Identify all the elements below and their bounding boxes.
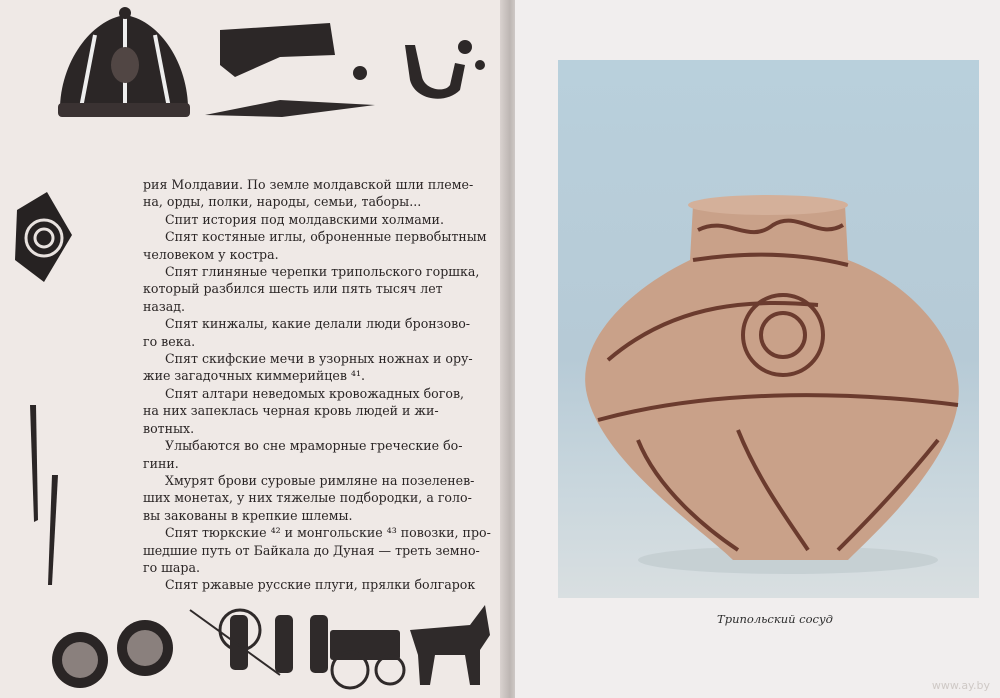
bone-needles-drawing	[22, 400, 72, 590]
paragraph: Хмурят брови суровые римляне на позеленев- ших монетах, у них тяжелые подбородки, а голо- вы закованы в крепкие шлемы.	[143, 472, 475, 523]
warriors-drawing	[190, 610, 328, 675]
oxen-drawing	[410, 605, 490, 685]
paragraph: Спят глиняные черепки трипольского горшка, который разбился шесть или пять тысяч лет назад.	[143, 264, 480, 314]
paragraph: Спит история под молдавскими холмами.	[165, 211, 444, 227]
horseshoe-drawing	[405, 45, 465, 99]
vase-rim	[688, 195, 848, 215]
vase-body	[585, 205, 959, 560]
photo-caption: Трипольский сосуд	[717, 612, 833, 626]
paragraph: Спят тюркские ⁴² и монгольские ⁴³ повозки, про- шедшие путь от Байкала до Дуная — треть земно- го шара.	[143, 525, 491, 575]
roman-coins-drawing	[52, 620, 173, 688]
paragraph: Спят ржавые русские плуги, прялки болгарок	[165, 577, 476, 593]
trypillian-vase-photo	[558, 60, 979, 598]
artifacts-illustration	[50, 5, 500, 130]
carved-stone-drawing	[12, 190, 77, 285]
axe-drawing	[220, 23, 335, 77]
cart-drawing	[330, 630, 404, 688]
chariot-procession-drawing	[40, 600, 500, 698]
spearhead-drawing	[205, 100, 375, 117]
helmet-drawing	[58, 7, 190, 117]
paragraph: рия Молдавии. По земле молдавской шли племе- на, орды, полки, народы, семьи, таборы...	[143, 177, 474, 210]
watermark: www.ay.by	[931, 679, 990, 692]
photo-frame	[558, 60, 979, 598]
paragraph: Спят скифские мечи в узорных ножнах и ору- жие загадочных киммерийцев ⁴¹.	[143, 351, 473, 384]
body-text	[143, 176, 493, 594]
paragraph: Спят алтари неведомых кровожадных богов, на них запеклась черная кровь людей и жи- вотных.	[143, 385, 465, 436]
paragraph: Спят костяные иглы, оброненные первобытным человеком у костра.	[143, 229, 487, 262]
paragraph: Спят кинжалы, какие делали люди бронзово- го века.	[143, 316, 471, 349]
paragraph: Улыбаются во сне мраморные греческие бо- гини.	[143, 438, 463, 471]
